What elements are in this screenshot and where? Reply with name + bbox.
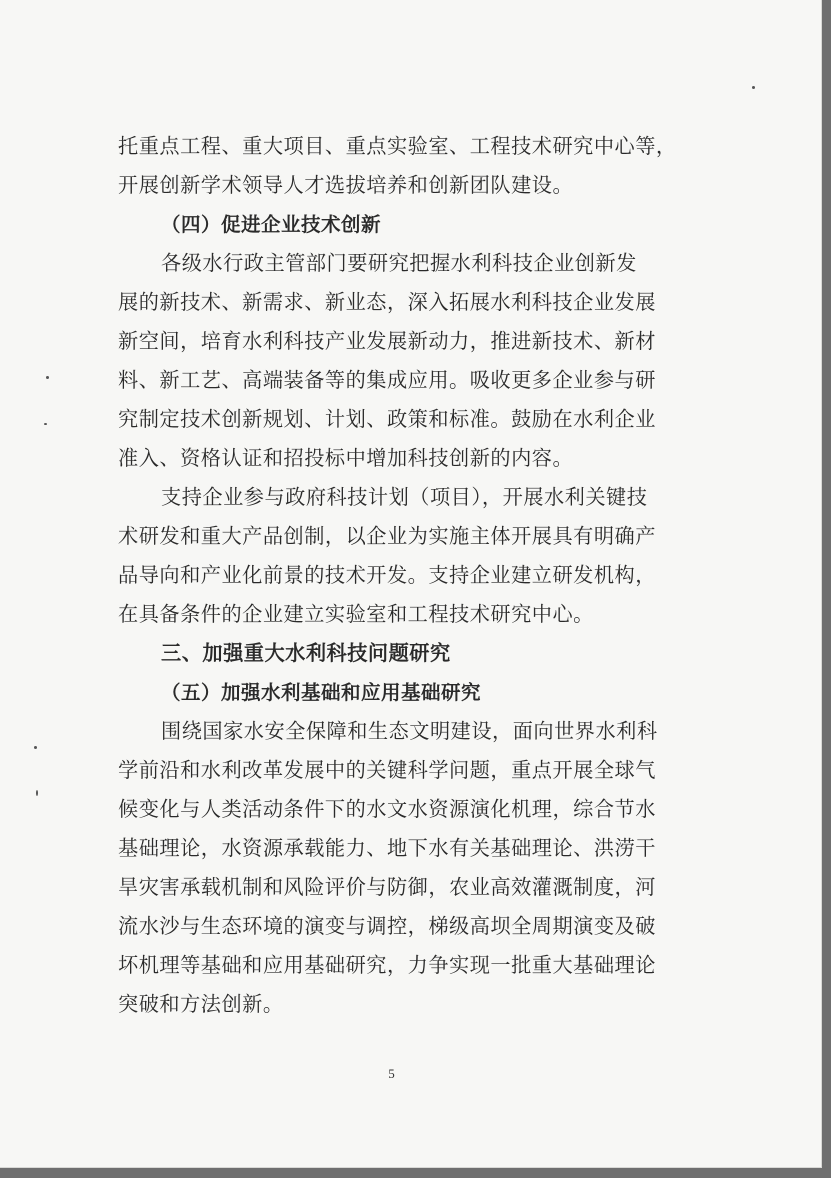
body-line: 究制定技术创新规划、计划、政策和标准。鼓励在水利企业 [118,407,656,431]
section-heading: （四）促进企业技术创新 [161,213,382,236]
body-line: 品导向和产业化前景的技术开发。支持企业建立研发机构， [118,563,656,587]
body-line: 开展创新学术领导人才选拔培养和创新团队建设。 [118,173,574,197]
body-line: 新空间，培育水利科技产业发展新动力，推进新技术、新材 [118,329,656,353]
body-line: 候变化与人类活动条件下的水文水资源演化机理，综合节水 [118,797,656,821]
section-heading: （五）加强水利基础和应用基础研究 [161,681,482,704]
scan-speck [36,790,38,796]
scan-speck [44,423,47,425]
body-line: 基础理论，水资源承载能力、地下水有关基础理论、洪涝干 [118,836,656,860]
paragraph-first-line: 围绕国家水安全保障和生态文明建设，面向世界水利科 [161,719,658,743]
paragraph-first-line: 各级水行政主管部门要研究把握水利科技企业创新发 [161,251,637,275]
scan-speck [752,86,755,89]
body-line: 突破和方法创新。 [118,992,284,1016]
body-line: 学前沿和水利改革发展中的关键科学问题，重点开展全球气 [118,758,656,782]
page-number: 5 [388,1066,395,1081]
body-line: 料、新工艺、高端装备等的集成应用。吸收更多企业参与研 [118,368,656,392]
document-body [118,127,678,1024]
body-line: 准入、资格认证和招投标中增加科技创新的内容。 [118,446,574,470]
body-line: 托重点工程、重大项目、重点实验室、工程技术研究中心等， [118,134,677,158]
paragraph-first-line: 支持企业参与政府科技计划（项目），开展水利关键技 [161,485,648,509]
scan-speck [34,746,37,749]
chapter-heading: 三、加强重大水利科技问题研究 [161,641,451,665]
body-line: 展的新技术、新需求、新业态，深入拓展水利科技企业发展 [118,290,656,314]
body-line: 在具备条件的企业建立实验室和工程技术研究中心。 [118,602,594,626]
scan-speck [46,376,49,379]
body-line: 术研发和重大产品创制，以企业为实施主体开展具有明确产 [118,524,656,548]
body-line: 坏机理等基础和应用基础研究，力争实现一批重大基础理论 [118,953,656,977]
body-line: 流水沙与生态环境的演变与调控，梯级高坝全周期演变及破 [118,914,656,938]
body-line: 旱灾害承载机制和风险评价与防御，农业高效灌溉制度，河 [118,875,656,899]
